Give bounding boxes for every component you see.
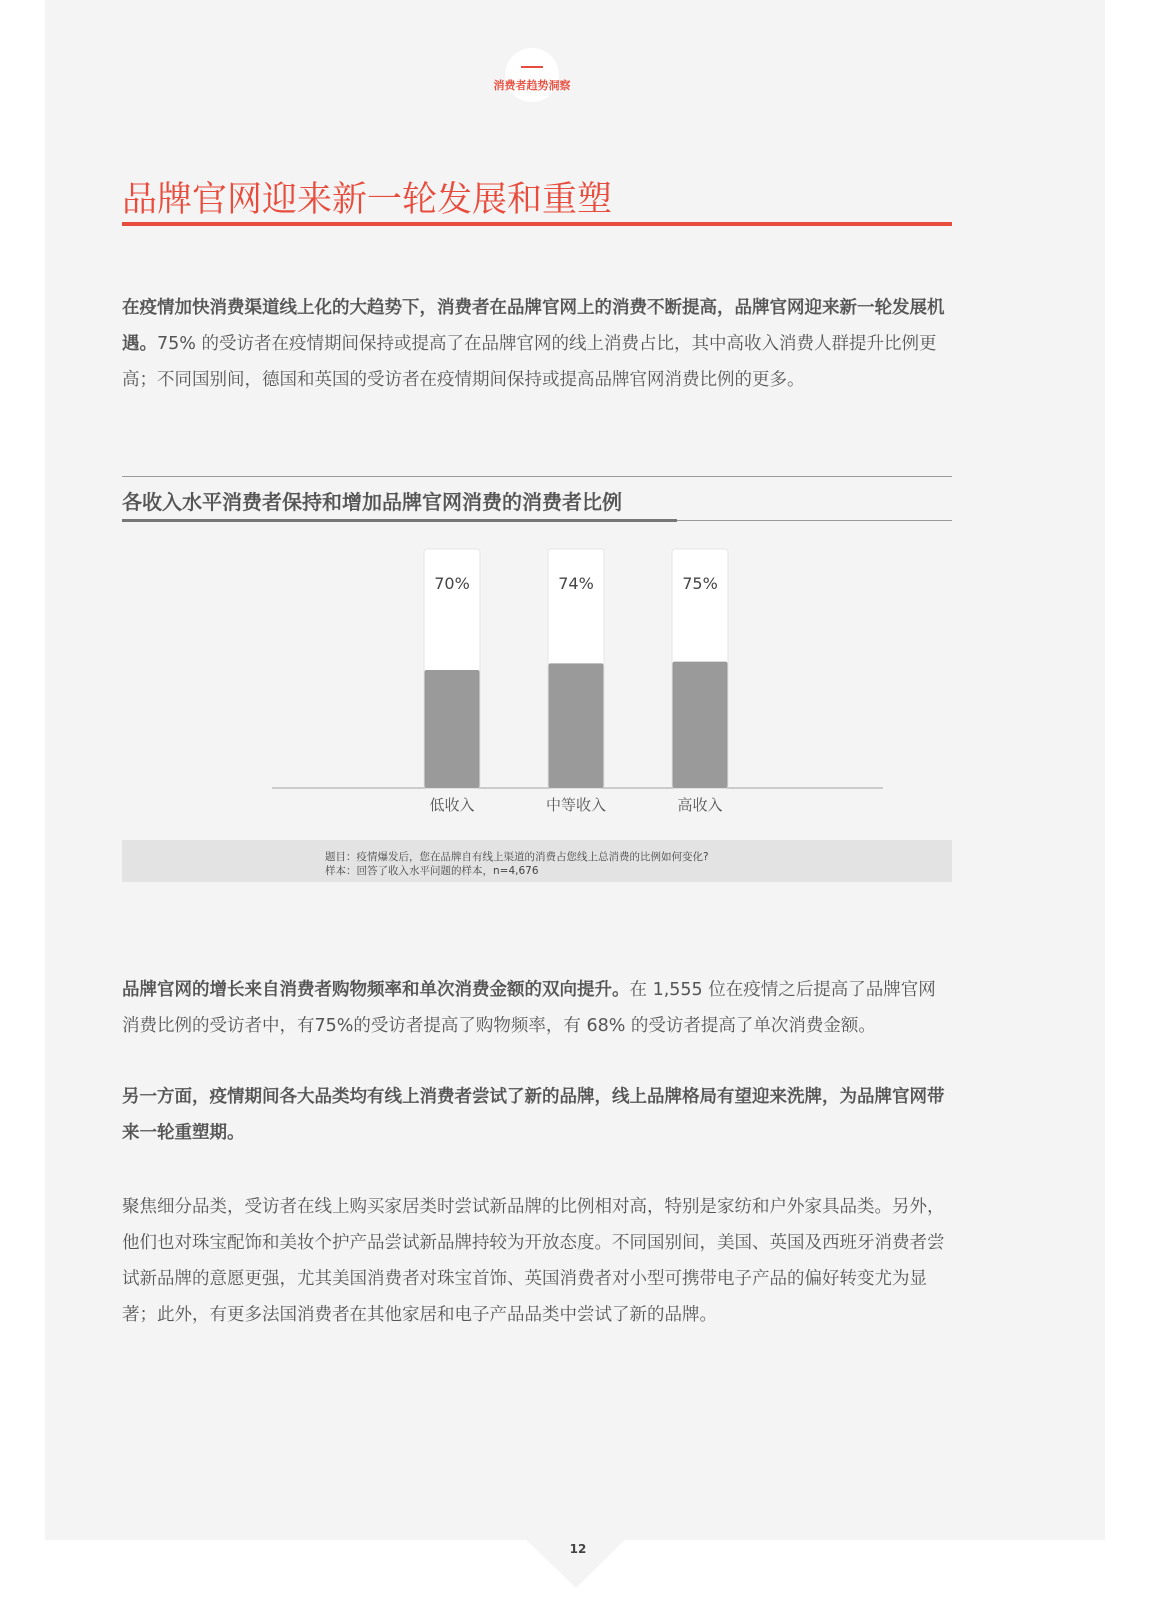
intro-rest-text: 75% 的受访者在疫情期间保持或提高了在品牌官网的线上消费占比，其中高收入消费人群提升比例更高；不同国别间，德国和英国的受访者在疫情期间保持或提高品牌官网消费比例的更多。 <box>122 334 937 390</box>
reshape-bold-text: 另一方面，疫情期间各大品类均有线上消费者尝试了新的品牌，线上品牌格局有望迎来洗牌，为品牌官网带来一轮重塑期。 <box>122 1087 945 1143</box>
data-label: 70% <box>434 574 470 593</box>
category-label: 低收入 <box>429 796 475 814</box>
chart-note-sample: 样本：回答了收入水平问题的样本，n=4,676 <box>325 865 539 877</box>
growth-rest-text: 在 1,555 位在疫情之后提高了品牌官网消费比例的受访者中，有75%的受访者提高了购物频率，有 68% 的受访者提高了单次消费金额。 <box>122 980 936 1036</box>
page-number: 12 <box>569 1542 587 1556</box>
category-label: 高收入 <box>677 796 723 814</box>
page-title: 品牌官网迎来新一轮发展和重塑 <box>122 180 613 220</box>
chart-title: 各收入水平消费者保持和增加品牌官网消费的消费者比例 <box>122 490 622 514</box>
data-label: 75% <box>682 574 718 593</box>
category-label: 中等收入 <box>545 796 607 814</box>
intro-bold-text: 在疫情加快消费渠道线上化的大趋势下，消费者在品牌官网上的消费不断提高，品牌官网迎来新一轮发展机遇。 <box>122 298 945 354</box>
category-paragraph: 聚焦细分品类，受访者在线上购买家居类时尝试新品牌的比例相对高，特别是家纺和户外家具品类。另外，他们也对珠宝配饰和美妆个护产品尝试新品牌持较为开放态度。不同国别间，美国、英国及西班牙消费者尝试新品牌的意愿更强，尤其美国消费者对珠宝首饰、英国消费者对小型可携带电子产品的偏好转变尤为显著；此外，有更多法国消费者在其他家居和电子产品品类中尝试了新的品牌。 <box>122 1197 945 1325</box>
section-label: 消费者趋势洞察 <box>493 79 571 92</box>
chart-note-question: 题目：疫情爆发后，您在品牌自有线上渠道的消费占您线上总消费的比例如何变化? <box>325 851 709 863</box>
growth-bold-text: 品牌官网的增长来自消费者购物频率和单次消费金额的双向提升。 <box>122 980 630 1000</box>
data-label: 74% <box>558 574 594 593</box>
